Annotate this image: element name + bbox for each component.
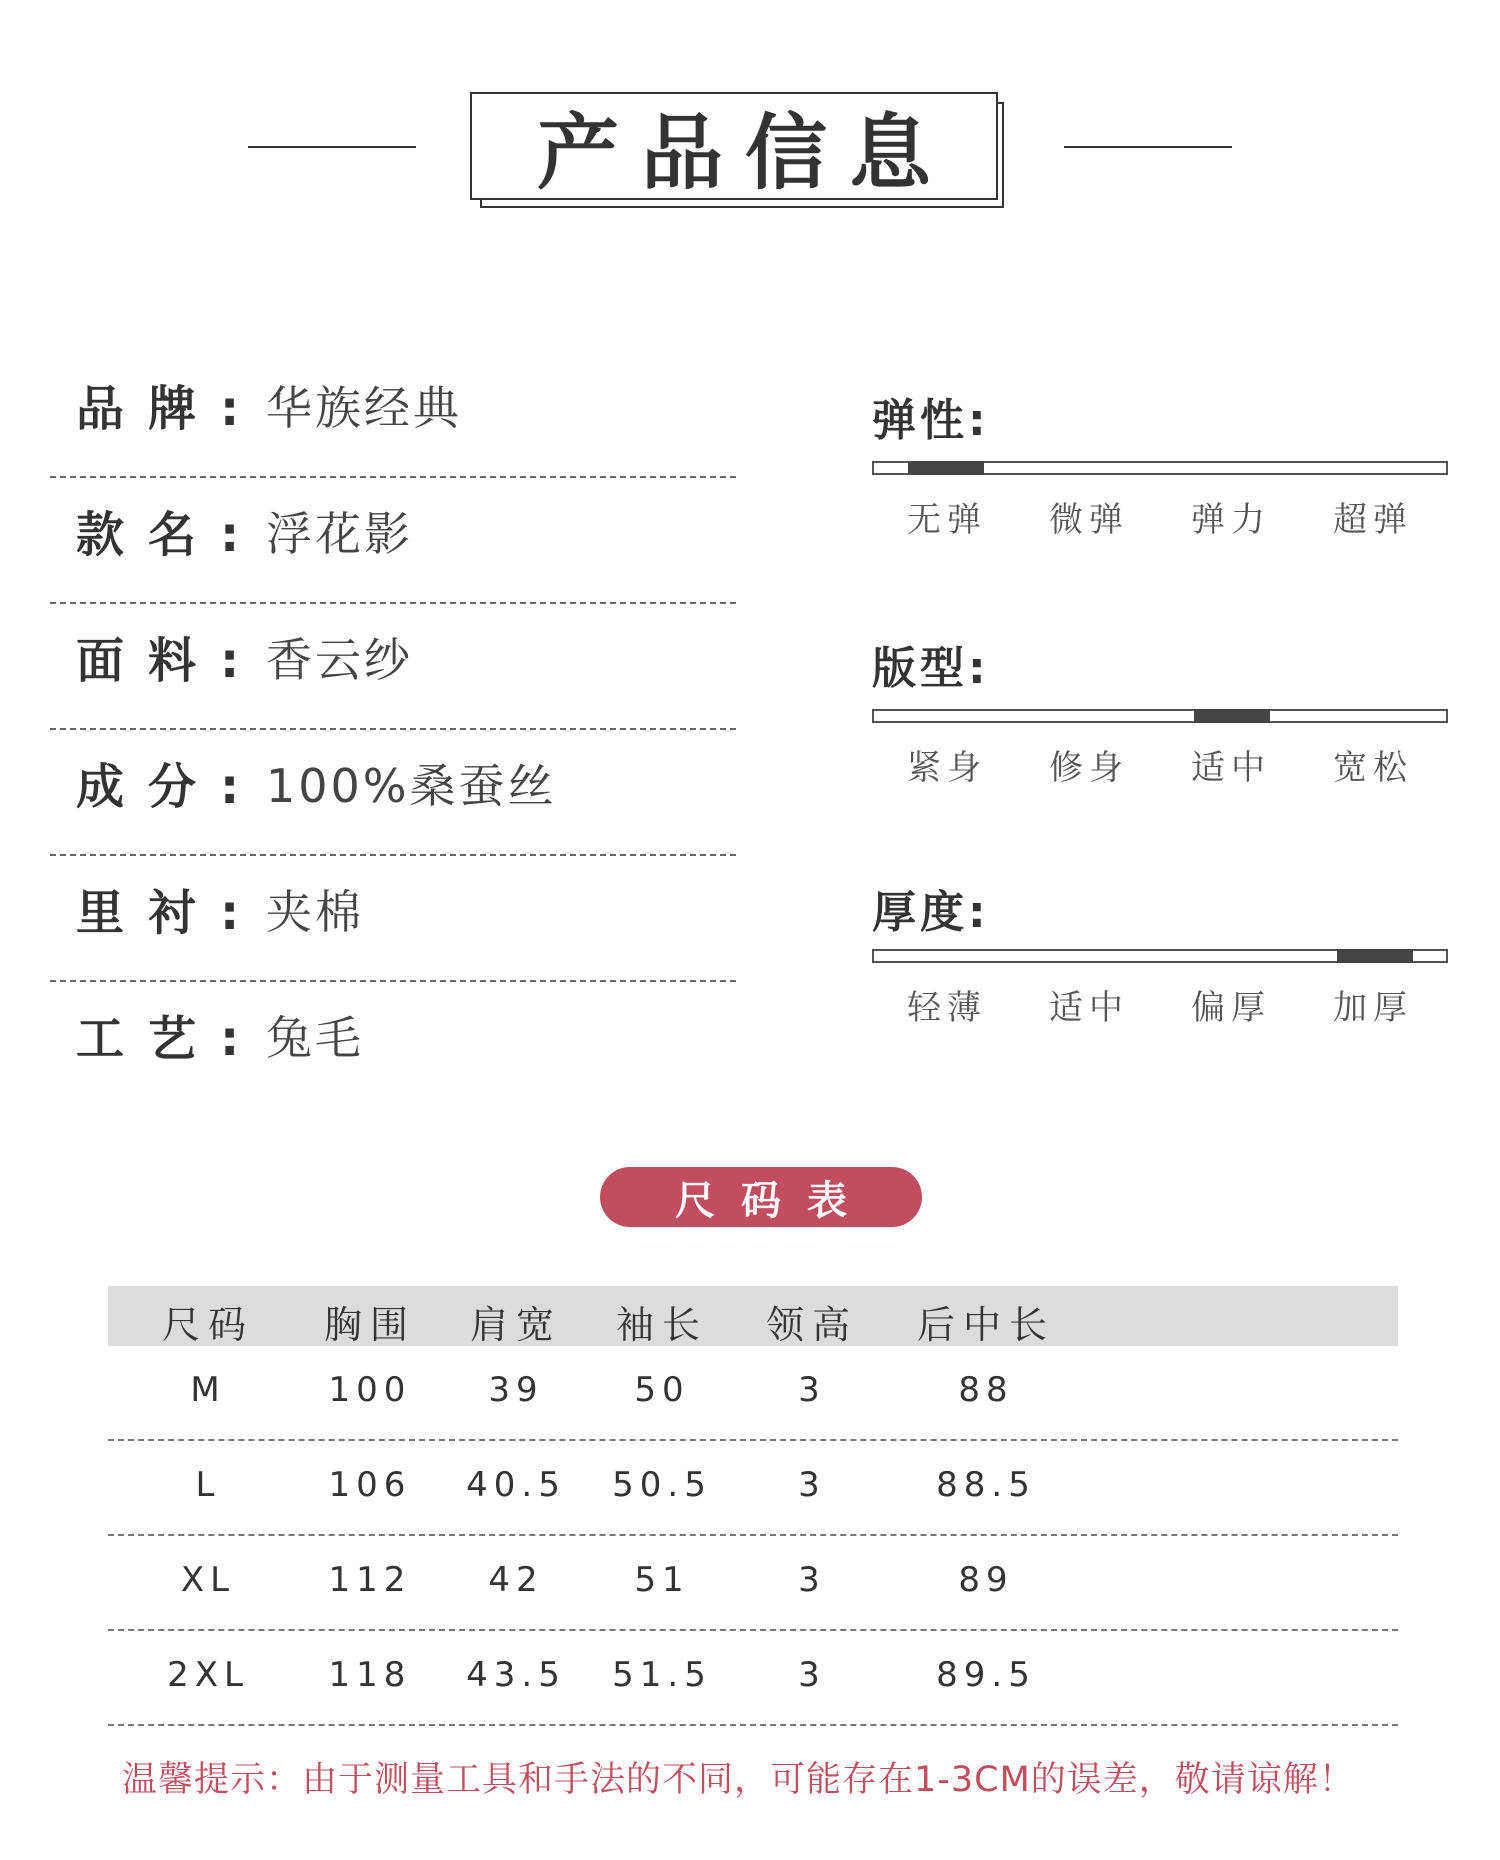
info-row-brand	[50, 352, 736, 478]
info-row-style-name	[50, 478, 736, 604]
table-cell: 106	[328, 1465, 412, 1505]
scale-option: 超弹	[1333, 500, 1413, 540]
title-right-rule	[1064, 146, 1232, 148]
table-cell: 89.5	[936, 1655, 1036, 1695]
header-cell: 领高	[765, 1303, 858, 1347]
info-row-fabric	[50, 604, 736, 730]
table-row	[108, 1441, 1398, 1536]
info-value: 100%桑蚕丝	[266, 759, 557, 813]
info-label: 面料:	[76, 633, 264, 689]
info-row-craft	[50, 982, 736, 1108]
measurement-tip: 温馨提示：由于测量工具和手法的不同，可能存在1-3CM的误差，敬请谅解！	[122, 1760, 1355, 1800]
header-cell: 尺码	[161, 1303, 254, 1347]
table-row	[108, 1631, 1398, 1726]
scale-fit	[872, 632, 1448, 788]
info-value: 夹棉	[266, 885, 364, 939]
scale-option: 紧身	[907, 748, 987, 788]
table-cell: 50	[634, 1370, 690, 1410]
table-row	[108, 1536, 1398, 1631]
header-cell: 袖长	[615, 1303, 708, 1347]
size-chart-title	[600, 1167, 922, 1227]
scale-bar	[872, 461, 1448, 475]
table-cell: M	[190, 1370, 226, 1410]
table-cell: 89	[958, 1560, 1014, 1600]
product-info-list	[50, 352, 736, 1108]
table-cell: 3	[798, 1465, 826, 1505]
scale-option: 适中	[1049, 988, 1129, 1028]
scale-bar	[872, 709, 1448, 723]
table-cell: 2XL	[167, 1655, 249, 1695]
page-title: 产品信息	[536, 104, 953, 201]
table-cell: XL	[180, 1560, 236, 1600]
table-cell: 51	[634, 1560, 690, 1600]
table-cell: 118	[328, 1655, 412, 1695]
scale-title: 版型:	[872, 643, 990, 694]
table-cell: L	[195, 1465, 221, 1505]
scale-bar	[872, 949, 1448, 963]
table-cell: 88.5	[936, 1465, 1036, 1505]
info-value: 兔毛	[266, 1011, 364, 1065]
scale-option: 适中	[1191, 748, 1271, 788]
scale-option: 偏厚	[1191, 988, 1271, 1028]
scale-option: 修身	[1049, 748, 1129, 788]
info-value: 浮花影	[266, 507, 413, 561]
info-label: 款名:	[76, 507, 264, 563]
table-cell: 3	[798, 1655, 826, 1695]
scale-option: 微弹	[1049, 500, 1129, 540]
scale-option: 无弹	[907, 500, 987, 540]
header-cell: 胸围	[323, 1303, 416, 1347]
scale-indicator	[1194, 709, 1270, 723]
table-cell: 51.5	[612, 1655, 712, 1695]
scale-indicator	[908, 461, 984, 475]
title-box	[470, 92, 998, 200]
table-cell: 43.5	[466, 1655, 566, 1695]
info-label: 品牌:	[76, 381, 264, 437]
info-label: 里衬:	[76, 885, 264, 941]
table-cell: 112	[328, 1560, 412, 1600]
scale-option: 加厚	[1333, 988, 1413, 1028]
scale-title: 弹性:	[872, 395, 990, 446]
scale-option: 宽松	[1333, 748, 1413, 788]
table-cell: 40.5	[466, 1465, 566, 1505]
header-cell: 肩宽	[469, 1303, 562, 1347]
scale-elasticity	[872, 384, 1448, 540]
title-left-rule	[248, 146, 416, 148]
table-cell: 3	[798, 1370, 826, 1410]
table-cell: 42	[488, 1560, 544, 1600]
table-cell: 3	[798, 1560, 826, 1600]
scale-thickness	[872, 876, 1448, 1028]
size-chart-title-text: 尺码表	[675, 1177, 873, 1224]
info-row-composition	[50, 730, 736, 856]
scale-option: 轻薄	[907, 988, 987, 1028]
scale-title: 厚度:	[872, 887, 990, 938]
header-cell: 后中长	[916, 1303, 1055, 1347]
info-row-lining	[50, 856, 736, 982]
table-cell: 39	[488, 1370, 544, 1410]
table-cell: 50.5	[612, 1465, 712, 1505]
size-table-header	[108, 1286, 1398, 1346]
info-label: 成分:	[76, 759, 264, 815]
table-row	[108, 1346, 1398, 1441]
table-cell: 88	[958, 1370, 1014, 1410]
table-cell: 100	[328, 1370, 412, 1410]
scale-indicator	[1337, 949, 1413, 963]
info-value: 华族经典	[266, 381, 462, 435]
scale-option: 弹力	[1191, 500, 1271, 540]
info-label: 工艺:	[76, 1011, 264, 1067]
info-value: 香云纱	[266, 633, 413, 687]
